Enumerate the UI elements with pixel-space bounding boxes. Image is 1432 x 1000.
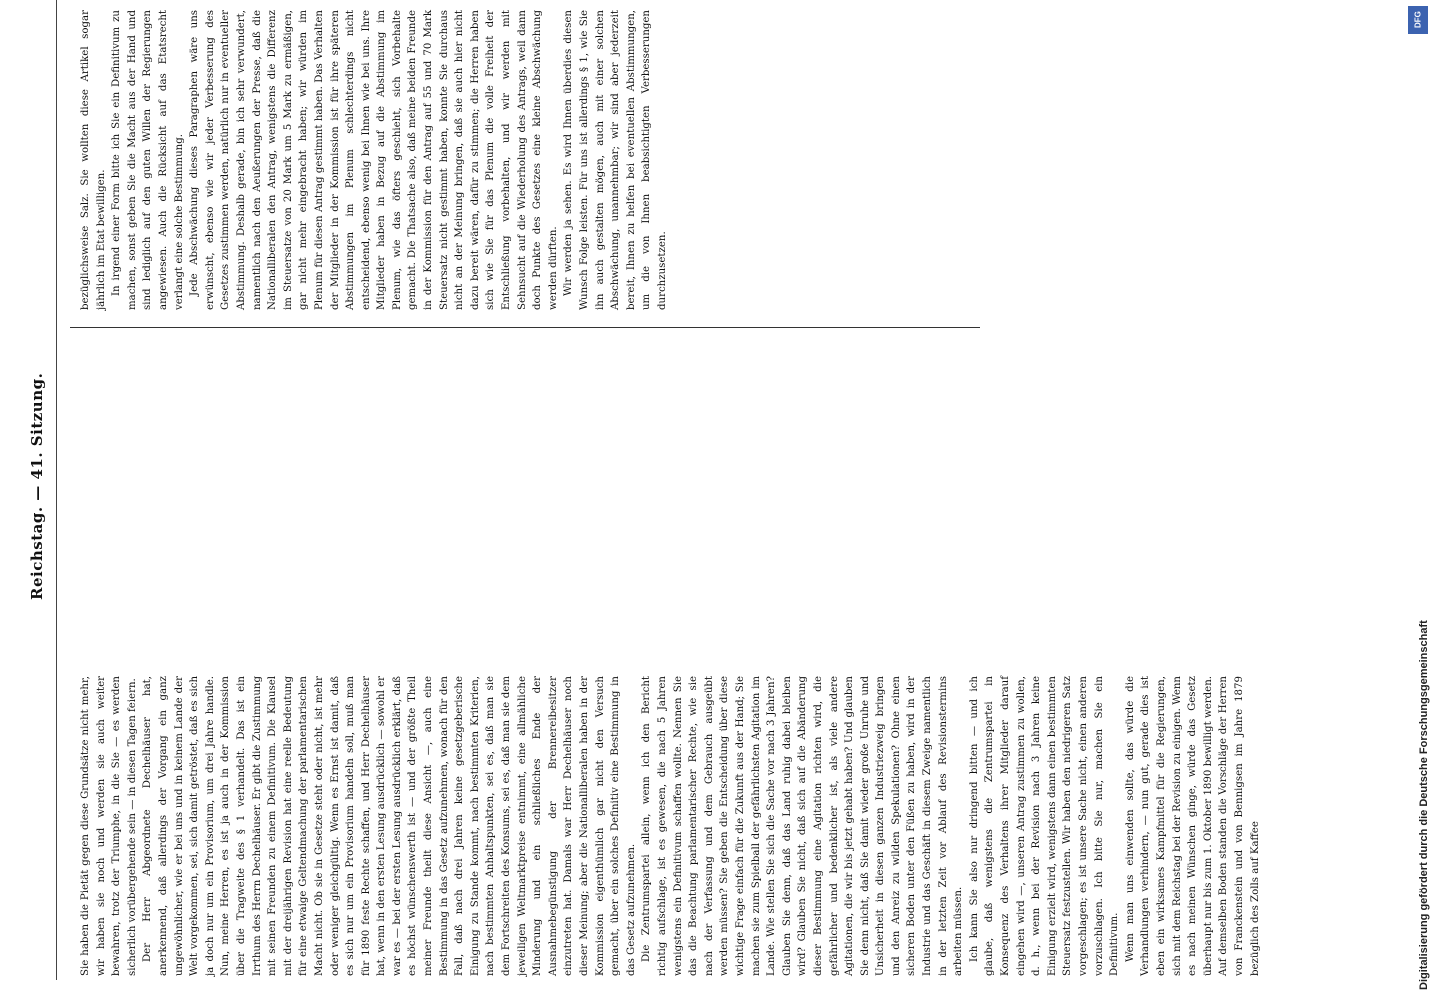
header-rule bbox=[56, 0, 57, 980]
attribution-strip bbox=[1396, 0, 1432, 1000]
paragraph: Der Herr Abgeordnete Dechelhäuser hat, anerkennend, daß allerdings der Vorgang ein ganz ungewöhnlicher, wie er bei uns und in keinem Lande der Welt vorgekommen, sei, sich damit getröstet, daß es sich ja doch nur um ein Provisorium, um drei Jahre handle. Nun, meine Herren, es ist ja auch in der Kommission über die Tragweite des § 1 verhandelt. Das ist ein Irrthum des Herrn Dechelhäuser. Er gibt die Zustimmung mit seinen Freunden zu einem Definitivum. Die Klausel mit der dreijährigen Revision hat eine reelle Bedeutung für eine etwaige Geltendmachung der parlamentarischen Macht nicht. Ob sie in Gesetze steht oder nicht, ist mehr oder weniger gleichgültig. Wenn es Ernst ist damit, daß es sich nur um ein Provisorium handeln soll, muß man für 1890 feste Rechte schaffen, und Herr Dechelhäuser hat, wenn in den ersten Lesung ausdrücklich — sowohl er war es — bei der ersten Lesung ausdrücklich erklärt, daß es höchst wünschenswerth ist — und der größte Theil meiner Freunde theilt diese Ansicht —, auch eine Bestimmung in das Gesetz aufzunehmen, wonach für den Fall, daß nach drei Jahren keine gesetzgeberische Einigung zu Stande kommt, nach bestimmten Kriterien, nach bestimmten Anhaltspunkten, sei es, daß man sie dem Fortschreiten des Konsums, sei es, daß man sie dem jeweiligen Weltmarktpreise entnimmt, eine allmähliche Minderung und ein schließliches Ende der Ausnahmebegünstigung der Brennereibesitzer einzutreten hat. Damals war Herr Dechelhäuser noch dieser Meinung; aber die Nationalliberalen haben in der Kommission eigenthümlich gar nicht den Versuch gemacht, über ein solches Definitiv eine Bestimmung in das Gesetz aufzunehmen. bbox=[142, 676, 637, 976]
dfg-logo: DFG bbox=[1408, 6, 1428, 34]
paragraph: Jede Abschwächung dieses Paragraphen wäre uns erwünscht, ebenso wie wir jeder Verbesserung des Gesetzes zustimmen werden, natürlich nur in eventueller Abstimmung. Deshalb gerade, bin ich sehr verwundert, namentlich nach den Aeußerungen der Presse, daß die Nationalliberalen den Antrag, wenigstens die Differenz im Steuersatze von 20 Mark um 5 Mark zu ermäßigen, gar nicht mehr eingebracht haben; wir würden im Plenum für diesen Antrag gestimmt haben. Das Verhalten der Mitglieder in der Kommission ist für ihre späteren Abstimmungen im Plenum schlechterdings nicht entscheidend, ebenso wenig bei Ihnen wie bei uns. Ihre Mitglieder haben in Bezug auf die Abstimmung im Plenum, wie das öfters geschieht, sich Vorbehalte gemacht. Die Thatsache also, daß meine beiden Freunde in der Kommission für den Antrag auf 55 und 70 Mark Steuersatz nicht gestimmt haben, konnte Sie durchaus nicht an der Meinung bringen, daß sie auch hier nicht dazu bereit wären, dafür zu stimmen; die Herren haben sich wie Sie für das Plenum die volle Freiheit der Entschließung vorbehalten, und wir werden mit Sehnsucht auf die Wiederholung des Antrags, weil dann doch Punkte des Gesetzes eine kleine Abschwächung werden dürften. bbox=[189, 10, 559, 310]
running-head-left: Reichstag. — 41. Sitzung. bbox=[28, 372, 46, 600]
paragraph: bezüglichsweise Salz. Sie wollten diese Artikel sogar jährlich im Etat bewilligen. bbox=[80, 10, 107, 310]
column-divider bbox=[70, 327, 980, 328]
text-column-1 bbox=[78, 676, 1261, 976]
text-column-2 bbox=[78, 10, 978, 310]
paragraph: Sie haben die Pietät gegen diese Grundsätze nicht mehr, wir haben sie noch und werden sie auch weiter bewahren, trotz der Triumphe, in die Sie — es werden sicherlich vorübergehende sein — in diesen Tagen feiern. bbox=[80, 676, 138, 976]
attribution-text: Digitalisierung gefördert durch die Deutsche Forschungsgemeinschaft bbox=[1418, 620, 1430, 990]
paragraph: Die Zentrumspartei allein, wenn ich den Bericht richtig aufschlage, ist es gewesen, die nach 5 Jahren wenigstens ein Definitivum schaffen wollte. Nennen Sie das die Beachtung parlamentarischer Rechte, wie sie nach der Verfassung und dem Gebrauch ausgeübt werden müssen? Sie geben die Entscheidung über diese wichtige Frage einfach für die Zukunft aus der Hand; Sie machen sie zum Spielball der gefährlichsten Agitation im Lande. Wie stellen Sie sich die Sache vor nach 3 Jahren? Glauben Sie denn, daß das Land ruhig dabei bleiben wird? Glauben Sie nicht, daß sich auf die Abänderung dieser Bestimmung eine Agitation richten wird, die gefährlicher und bedenklicher ist, als viele andere Agitationen, die wir bis jetzt gehabt haben? Und glauben Sie denn nicht, daß Sie damit wieder große Unruhe und Unsicherheit in diesen ganzen Industriezweig bringen und den Anreiz zu wilden Spekulationen? Ohne einen sicheren Boden unter den Füßen zu haben, wird in der Industrie und das Geschäft in diesem Zweige namentlich in der letzten Zeit vor Ablauf des Revisionstermins arbeiten müssen. bbox=[641, 676, 965, 976]
paragraph: Ich kann Sie also nur dringend bitten — und ich glaube, daß wenigstens die Zentrumspartei in Konsequenz des Verhaltens ihrer Mitglieder darauf eingehen wird —, unseren Antrag zustimmen zu wollen, d. h., wenn bei der Revision nach 3 Jahren keine Einigung erzielt wird, wenigstens dann einen bestimmten Steuersatz festzustellen. Wir haben den niedrigeren Satz vorgeschlagen; es ist unsere Sache nicht, einen anderen vorzuschlagen. Ich bitte Sie nur, machen Sie ein Definitivum. bbox=[968, 676, 1121, 976]
paragraph: Wenn man uns einwenden sollte, das würde die Verhandlungen verhindern, — nun gut, gerade dies ist eben ein wirksames Kampfmittel für die Regierungen, sich mit dem Reichstag bei der Revision zu einigen. Wenn es nach meinen Wünschen ginge, würde das Gesetz überhaupt nur bis zum 1. Oktober 1890 bewilligt werden. Auf demselben Boden standen die Vorschläge der Herren von Franckenstein und von Bennigsen im Jahre 1879 bezüglich des Zolls auf Kaffee bbox=[1124, 676, 1261, 976]
paragraph: Wir werden ja sehen. Es wird Ihnen überdies diesen Wunsch Folge leisten. Für uns ist allerdings § 1, wie Sie ihn auch gestalten mögen, auch mit einer solchen Abschwächung, unannehmbar; wir sind aber jederzeit bereit, Ihnen zu helfen bei eventuellen Abstimmungen, um die von Ihnen beabsichtigten Verbesserungen durchzusetzen. bbox=[563, 10, 668, 310]
paragraph: In irgend einer Form bitte ich Sie ein Definitivum zu machen, sonst geben Sie die Macht aus der Hand und sind lediglich auf den guten Willen der Regierungen angewiesen. Auch die Rücksicht auf das Etatsrecht verlangt eine solche Bestimmung. bbox=[111, 10, 185, 310]
